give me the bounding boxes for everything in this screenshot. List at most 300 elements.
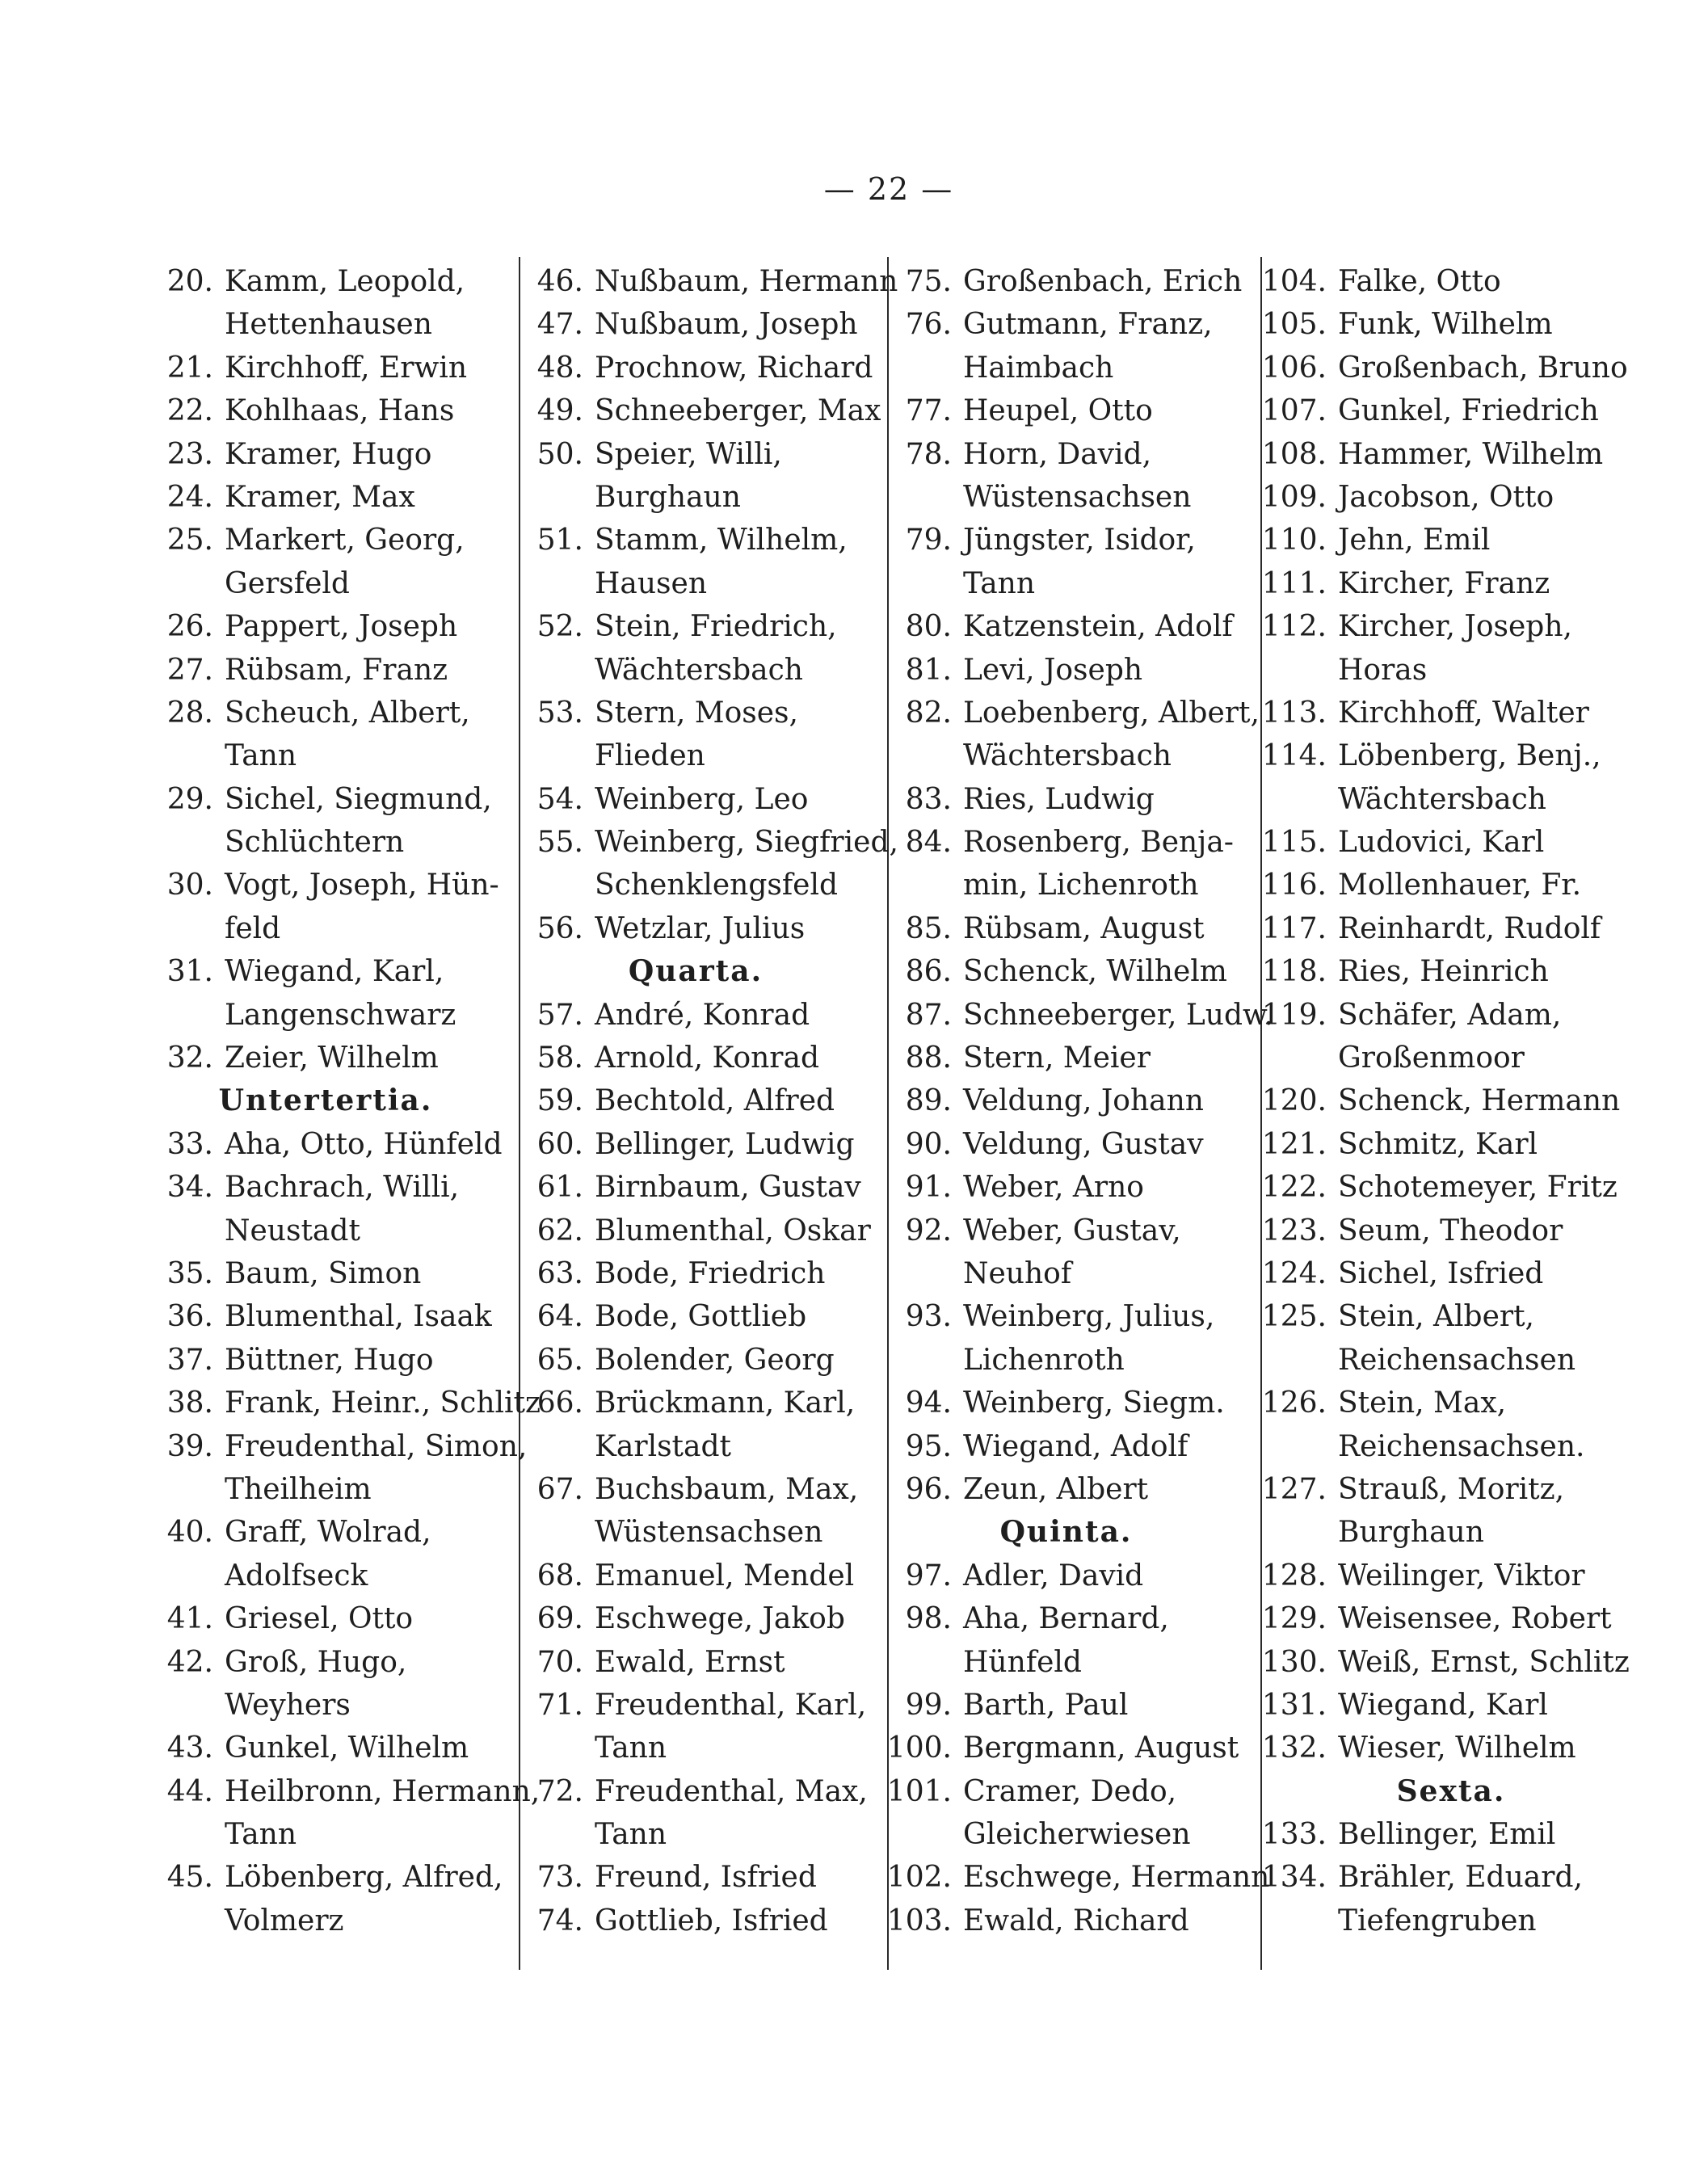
entry-number: 104. xyxy=(1261,265,1327,298)
entry-name: Falke, Otto xyxy=(1338,265,1501,298)
list-item xyxy=(874,1166,1258,1209)
entry-name: Freudenthal, Max, xyxy=(595,1774,868,1808)
entry-name: Schenck, Hermann xyxy=(1338,1084,1621,1118)
section-heading xyxy=(1249,1770,1653,1813)
entry-number: 38. xyxy=(166,1386,213,1420)
list-item xyxy=(874,476,1258,519)
entry-number: 116. xyxy=(1261,869,1327,902)
entry-name: Prochnow, Richard xyxy=(595,351,873,385)
entry-name: Mollenhauer, Fr. xyxy=(1338,869,1582,902)
list-item xyxy=(136,1210,515,1252)
entry-name: Nußbaum, Hermann xyxy=(595,265,898,298)
section-heading xyxy=(506,950,886,993)
list-item xyxy=(1249,1900,1653,1942)
list-item xyxy=(1249,562,1653,605)
entry-name: Büttner, Hugo xyxy=(225,1343,434,1377)
entry-name: Adolfseck xyxy=(225,1559,368,1592)
list-item xyxy=(136,821,515,864)
section-heading-label: Quinta. xyxy=(999,1515,1133,1550)
entry-number: 79. xyxy=(905,524,952,557)
list-item xyxy=(874,1597,1258,1640)
entry-number: 33. xyxy=(166,1127,213,1161)
entry-number: 78. xyxy=(905,437,952,471)
entry-name: Schotemeyer, Fritz xyxy=(1338,1171,1618,1205)
list-item xyxy=(506,562,886,605)
entry-name: Schenck, Wilhelm xyxy=(963,955,1227,989)
entry-number: 50. xyxy=(536,437,583,471)
entry-number: 101. xyxy=(886,1774,952,1808)
entry-number: 111. xyxy=(1261,566,1327,600)
entry-name: Jehn, Emil xyxy=(1338,524,1491,557)
entry-number: 30. xyxy=(166,869,213,902)
entry-number: 103. xyxy=(886,1904,952,1937)
list-item xyxy=(136,519,515,562)
entry-number: 102. xyxy=(886,1861,952,1895)
entry-name: Bechtold, Alfred xyxy=(595,1084,835,1118)
entry-number: 133. xyxy=(1261,1818,1327,1852)
entry-name: Barth, Paul xyxy=(963,1688,1129,1722)
entry-number: 32. xyxy=(166,1041,213,1075)
entry-number: 124. xyxy=(1261,1256,1327,1290)
entry-name: feld xyxy=(225,911,281,945)
entry-name: Jacobson, Otto xyxy=(1338,480,1554,514)
list-item xyxy=(506,1597,886,1640)
name-column-3 xyxy=(874,260,1273,1942)
section-heading-label: Quarta. xyxy=(628,954,764,989)
list-item xyxy=(1249,864,1653,907)
list-item xyxy=(1249,347,1653,389)
entry-number: 35. xyxy=(166,1256,213,1290)
entry-name: Flieden xyxy=(595,739,705,773)
list-item xyxy=(506,1210,886,1252)
entry-name: Volmerz xyxy=(225,1904,344,1937)
list-item xyxy=(136,778,515,821)
list-item xyxy=(136,1641,515,1684)
entry-name: Wiegand, Karl, xyxy=(225,955,444,989)
list-item xyxy=(506,260,898,303)
list-item xyxy=(506,1468,886,1511)
list-item xyxy=(1249,778,1653,821)
entry-name: Katzenstein, Adolf xyxy=(963,610,1233,644)
entry-number: 96. xyxy=(905,1472,952,1506)
name-column-1 xyxy=(136,260,541,1942)
list-item xyxy=(136,389,515,432)
list-item xyxy=(874,347,1258,389)
entry-name: Kohlhaas, Hans xyxy=(225,394,455,428)
list-item xyxy=(1249,734,1653,777)
entry-name: Burghaun xyxy=(1338,1516,1484,1550)
name-column-2 xyxy=(506,260,898,1942)
list-item xyxy=(136,734,515,777)
list-item xyxy=(874,907,1258,950)
entry-name: Veldung, Johann xyxy=(963,1084,1204,1118)
list-item xyxy=(136,1900,515,1942)
list-item xyxy=(506,1123,886,1166)
entry-number: 43. xyxy=(166,1731,213,1765)
list-item xyxy=(136,649,515,692)
entry-name: Stamm, Wilhelm, xyxy=(595,524,848,557)
entry-name: Aha, Bernard, xyxy=(963,1602,1169,1636)
entry-name: Wächtersbach xyxy=(1338,782,1546,816)
entry-name: Veldung, Gustav xyxy=(963,1127,1204,1161)
entry-number: 49. xyxy=(536,394,583,428)
section-heading-label: Sexta. xyxy=(1396,1773,1506,1808)
entry-number: 82. xyxy=(905,696,952,730)
list-item xyxy=(1249,1597,1653,1640)
entry-name: Schenklengsfeld xyxy=(595,869,839,902)
entry-name: Hammer, Wilhelm xyxy=(1338,437,1604,471)
list-item xyxy=(136,1597,515,1640)
list-item xyxy=(874,519,1258,562)
entry-number: 57. xyxy=(536,998,583,1032)
list-item xyxy=(874,260,1258,303)
entry-name: Nußbaum, Joseph xyxy=(595,308,858,342)
entry-number: 64. xyxy=(536,1300,583,1334)
entry-name: Bode, Gottlieb xyxy=(595,1300,807,1334)
entry-name: Speier, Willi, xyxy=(595,437,782,471)
list-item xyxy=(874,1252,1258,1295)
entry-number: 20. xyxy=(166,265,213,298)
list-item xyxy=(136,1339,515,1382)
entry-number: 51. xyxy=(536,524,583,557)
list-item xyxy=(874,1468,1258,1511)
entry-number: 107. xyxy=(1261,394,1327,428)
list-item xyxy=(874,1037,1258,1079)
entry-name: Baum, Simon xyxy=(225,1256,422,1290)
entry-name: Karlstadt xyxy=(595,1429,731,1463)
list-item xyxy=(136,1295,515,1338)
entry-number: 129. xyxy=(1261,1602,1327,1636)
entry-name: Weber, Arno xyxy=(963,1171,1144,1205)
entry-name: Reinhardt, Rudolf xyxy=(1338,911,1601,945)
entry-name: Eschwege, Hermann xyxy=(963,1861,1270,1895)
list-item xyxy=(1249,1684,1653,1727)
list-item xyxy=(874,1684,1258,1727)
entry-name: Arnold, Konrad xyxy=(595,1041,820,1075)
list-item xyxy=(506,1382,886,1424)
entry-name: Tann xyxy=(595,1731,667,1765)
entry-number: 31. xyxy=(166,955,213,989)
entry-name: Weisensee, Robert xyxy=(1338,1602,1612,1636)
entry-name: Ewald, Ernst xyxy=(595,1645,785,1679)
entry-name: Wiegand, Karl xyxy=(1338,1688,1548,1722)
list-item xyxy=(1249,389,1653,432)
entry-name: Loebenberg, Albert, xyxy=(963,696,1260,730)
list-item xyxy=(506,994,886,1037)
list-item xyxy=(136,1555,515,1597)
list-item xyxy=(1249,476,1653,519)
entry-number: 110. xyxy=(1261,524,1327,557)
list-item xyxy=(1249,1511,1653,1554)
list-item xyxy=(874,1079,1258,1122)
entry-number: 132. xyxy=(1261,1731,1327,1765)
list-item xyxy=(874,1382,1258,1424)
entry-name: Blumenthal, Isaak xyxy=(225,1300,492,1334)
list-item xyxy=(136,260,515,303)
list-item xyxy=(874,1727,1258,1769)
entry-name: Stern, Meier xyxy=(963,1041,1151,1075)
entry-number: 127. xyxy=(1261,1472,1327,1506)
entry-number: 80. xyxy=(905,610,952,644)
list-item xyxy=(874,1770,1258,1813)
entry-name: Freudenthal, Karl, xyxy=(595,1688,867,1722)
entry-name: Großenmoor xyxy=(1338,1041,1525,1075)
list-item xyxy=(1249,649,1653,692)
entry-name: Kirchhoff, Walter xyxy=(1338,696,1589,730)
entry-name: Weinberg, Leo xyxy=(595,782,809,816)
list-item xyxy=(874,692,1258,734)
entry-number: 62. xyxy=(536,1214,583,1247)
entry-name: Kircher, Franz xyxy=(1338,566,1550,600)
entry-number: 86. xyxy=(905,955,952,989)
entry-name: Reichensachsen. xyxy=(1338,1429,1585,1463)
entry-number: 106. xyxy=(1261,351,1327,385)
list-item xyxy=(874,605,1258,648)
entry-number: 84. xyxy=(905,826,952,860)
list-item xyxy=(874,778,1258,821)
entry-name: Brückmann, Karl, xyxy=(595,1386,856,1420)
list-item xyxy=(874,994,1273,1037)
list-item xyxy=(506,1339,886,1382)
list-item xyxy=(506,907,886,950)
entry-number: 61. xyxy=(536,1171,583,1205)
list-item xyxy=(874,1555,1258,1597)
list-item xyxy=(136,1468,515,1511)
entry-name: Bellinger, Ludwig xyxy=(595,1127,855,1161)
entry-number: 93. xyxy=(905,1300,952,1334)
list-item xyxy=(506,1813,886,1856)
entry-number: 66. xyxy=(536,1386,583,1420)
entry-number: 92. xyxy=(905,1214,952,1247)
entry-name: Freudenthal, Simon, xyxy=(225,1429,528,1463)
list-item xyxy=(874,734,1258,777)
entry-name: Langenschwarz xyxy=(225,998,456,1032)
list-item xyxy=(506,1166,886,1209)
list-item xyxy=(136,864,515,907)
entry-number: 27. xyxy=(166,653,213,687)
entry-name: Großenbach, Erich xyxy=(963,265,1243,298)
entry-name: Ries, Heinrich xyxy=(1338,955,1549,989)
list-item xyxy=(1249,1295,1653,1338)
entry-number: 58. xyxy=(536,1041,583,1075)
entry-name: Weber, Gustav, xyxy=(963,1214,1181,1247)
entry-name: Jüngster, Isidor, xyxy=(963,524,1196,557)
name-column-4 xyxy=(1249,260,1653,1942)
entry-number: 24. xyxy=(166,480,213,514)
entry-number: 75. xyxy=(905,265,952,298)
list-item xyxy=(1249,303,1653,346)
list-item xyxy=(874,864,1258,907)
entry-number: 29. xyxy=(166,782,213,816)
list-item xyxy=(874,1210,1258,1252)
entry-name: Cramer, Dedo, xyxy=(963,1774,1177,1808)
entry-number: 60. xyxy=(536,1127,583,1161)
entry-name: Stein, Albert, xyxy=(1338,1300,1534,1334)
entry-name: Freund, Isfried xyxy=(595,1861,817,1895)
entry-number: 120. xyxy=(1261,1084,1327,1118)
list-item xyxy=(506,649,886,692)
list-item xyxy=(874,389,1258,432)
entry-name: Kirchhoff, Erwin xyxy=(225,351,468,385)
entry-name: Gunkel, Wilhelm xyxy=(225,1731,469,1765)
list-item xyxy=(506,1684,886,1727)
entry-number: 99. xyxy=(905,1688,952,1722)
entry-name: Rübsam, August xyxy=(963,911,1205,945)
list-item xyxy=(506,1770,886,1813)
entry-number: 69. xyxy=(536,1602,583,1636)
entry-name: Löbenberg, Alfred, xyxy=(225,1861,503,1895)
entry-name: Stein, Max, xyxy=(1338,1386,1507,1420)
entry-name: Vogt, Joseph, Hün- xyxy=(225,869,499,902)
entry-number: 73. xyxy=(536,1861,583,1895)
entry-name: Bachrach, Willi, xyxy=(225,1171,460,1205)
entry-number: 89. xyxy=(905,1084,952,1118)
entry-name: Großenbach, Bruno xyxy=(1338,351,1628,385)
list-item xyxy=(506,1900,886,1942)
list-item xyxy=(1249,1641,1653,1684)
list-item xyxy=(136,1684,515,1727)
entry-number: 23. xyxy=(166,437,213,471)
list-item xyxy=(136,1166,515,1209)
entry-name: Tann xyxy=(225,739,297,773)
entry-name: Blumenthal, Oskar xyxy=(595,1214,871,1247)
entry-name: Bode, Friedrich xyxy=(595,1256,826,1290)
entry-number: 40. xyxy=(166,1516,213,1550)
entry-number: 36. xyxy=(166,1300,213,1334)
list-item xyxy=(506,1727,886,1769)
entry-name: Gersfeld xyxy=(225,566,350,600)
entry-number: 88. xyxy=(905,1041,952,1075)
entry-number: 56. xyxy=(536,911,583,945)
list-item xyxy=(1249,821,1653,864)
list-item xyxy=(506,1295,886,1338)
list-item xyxy=(506,347,886,389)
entry-name: Graff, Wolrad, xyxy=(225,1516,431,1550)
entry-number: 81. xyxy=(905,653,952,687)
list-item xyxy=(874,821,1258,864)
list-item xyxy=(874,1339,1258,1382)
entry-name: Heupel, Otto xyxy=(963,394,1153,428)
entry-number: 52. xyxy=(536,610,583,644)
list-item xyxy=(136,1252,515,1295)
entry-name: Neuhof xyxy=(963,1256,1072,1290)
entry-name: Rosenberg, Benja- xyxy=(963,826,1234,860)
entry-number: 47. xyxy=(536,308,583,342)
entry-name: Levi, Joseph xyxy=(963,653,1143,687)
entry-name: Horas xyxy=(1338,653,1428,687)
list-item xyxy=(874,1123,1258,1166)
list-item xyxy=(506,778,886,821)
entry-number: 112. xyxy=(1261,610,1327,644)
entry-name: Ludovici, Karl xyxy=(1338,826,1545,860)
entry-name: Scheuch, Albert, xyxy=(225,696,470,730)
entry-name: Aha, Otto, Hünfeld xyxy=(225,1127,503,1161)
list-item xyxy=(1249,1555,1653,1597)
list-item xyxy=(1249,1727,1653,1769)
entry-name: Pappert, Joseph xyxy=(225,610,458,644)
entry-name: Funk, Wilhelm xyxy=(1338,308,1553,342)
list-item xyxy=(136,1037,515,1079)
list-item xyxy=(506,433,886,476)
list-item xyxy=(874,1641,1258,1684)
list-item xyxy=(506,303,886,346)
list-item xyxy=(506,1037,886,1079)
entry-number: 77. xyxy=(905,394,952,428)
entry-number: 126. xyxy=(1261,1386,1327,1420)
entry-name: Wüstensachsen xyxy=(963,480,1192,514)
entry-name: Lichenroth xyxy=(963,1343,1125,1377)
entry-number: 128. xyxy=(1261,1559,1327,1592)
entry-number: 131. xyxy=(1261,1688,1327,1722)
entry-number: 68. xyxy=(536,1559,583,1592)
list-item xyxy=(136,562,515,605)
list-item xyxy=(506,1425,886,1468)
list-item xyxy=(136,433,515,476)
entry-name: Hausen xyxy=(595,566,708,600)
entry-name: Hünfeld xyxy=(963,1645,1082,1679)
list-item xyxy=(1249,605,1653,648)
entry-number: 130. xyxy=(1261,1645,1327,1679)
entry-name: Gunkel, Friedrich xyxy=(1338,394,1599,428)
entry-number: 100. xyxy=(886,1731,952,1765)
list-item xyxy=(506,1252,886,1295)
entry-name: Kamm, Leopold, xyxy=(225,265,465,298)
entry-number: 46. xyxy=(536,265,583,298)
entry-name: Zeier, Wilhelm xyxy=(225,1041,439,1075)
entry-number: 76. xyxy=(905,308,952,342)
entry-number: 95. xyxy=(905,1429,952,1463)
entry-name: André, Konrad xyxy=(595,998,810,1032)
list-item xyxy=(136,1425,528,1468)
entry-name: Schmitz, Karl xyxy=(1338,1127,1538,1161)
list-item xyxy=(1249,1856,1653,1899)
entry-number: 87. xyxy=(905,998,952,1032)
list-item xyxy=(136,1511,515,1554)
entry-name: Haimbach xyxy=(963,351,1114,385)
list-item xyxy=(1249,1468,1653,1511)
list-item xyxy=(136,1856,515,1899)
list-item xyxy=(874,1900,1258,1942)
list-item xyxy=(1249,994,1653,1037)
entry-number: 48. xyxy=(536,351,583,385)
entry-number: 65. xyxy=(536,1343,583,1377)
list-item xyxy=(506,605,886,648)
entry-name: Seum, Theodor xyxy=(1338,1214,1563,1247)
entry-name: Birnbaum, Gustav xyxy=(595,1171,861,1205)
entry-number: 67. xyxy=(536,1472,583,1506)
list-item xyxy=(136,692,515,734)
entry-number: 125. xyxy=(1261,1300,1327,1334)
entry-name: Burghaun xyxy=(595,480,741,514)
entry-name: Wetzlar, Julius xyxy=(595,911,806,945)
list-item xyxy=(136,994,515,1037)
entry-number: 85. xyxy=(905,911,952,945)
list-item xyxy=(874,950,1258,993)
entry-name: Gleicherwiesen xyxy=(963,1818,1191,1852)
entry-name: Wächtersbach xyxy=(963,739,1172,773)
section-heading xyxy=(874,1511,1258,1554)
entry-number: 22. xyxy=(166,394,213,428)
entry-name: Tiefengruben xyxy=(1338,1904,1537,1937)
entry-name: Heilbronn, Hermann, xyxy=(225,1774,541,1808)
entry-name: Buchsbaum, Max, xyxy=(595,1472,859,1506)
list-item xyxy=(1249,260,1653,303)
entry-number: 34. xyxy=(166,1171,213,1205)
entry-name: Bolender, Georg xyxy=(595,1343,835,1377)
entry-number: 108. xyxy=(1261,437,1327,471)
list-item xyxy=(1249,1037,1653,1079)
list-item xyxy=(136,1727,515,1769)
